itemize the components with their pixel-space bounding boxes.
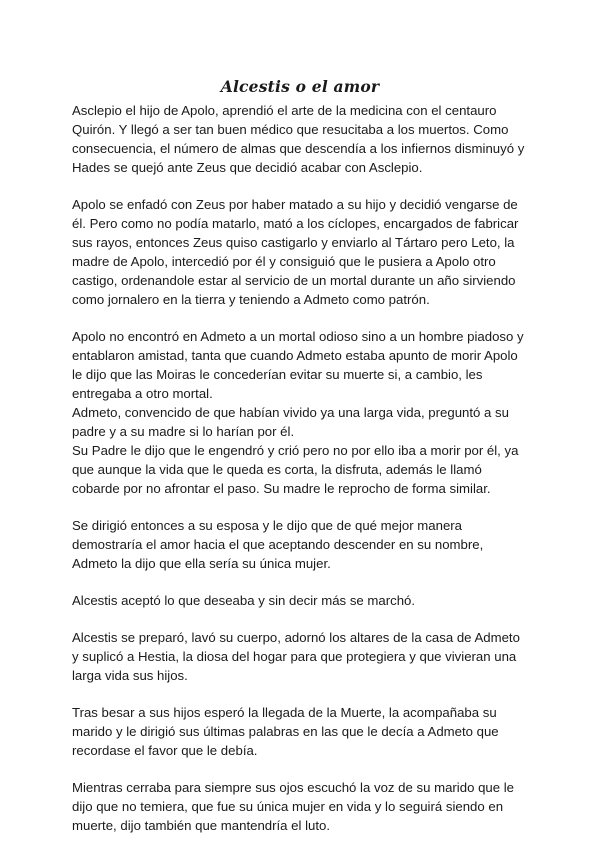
paragraph-6 (72, 628, 528, 685)
paragraph-8 (72, 778, 528, 835)
text-line: Alcestis se preparó, lavó su cuerpo, adornó los altares de la casa de Admeto (72, 630, 520, 645)
text-line: Mientras cerraba para siempre sus ojos escuchó la voz de su marido que le (72, 780, 515, 795)
paragraph-4 (72, 516, 528, 573)
text-line: Hades se quejó ante Zeus que decidió acabar con Asclepio. (72, 160, 423, 175)
text-line: entablaron amistad, tanta que cuando Admeto estaba apunto de morir Apolo (72, 348, 518, 363)
text-line: él. Pero como no podía matarlo, mató a los cíclopes, encargados de fabricar (72, 216, 519, 231)
text-line: Admeto, convencido de que habían vivido ya una larga vida, preguntó a su (72, 405, 509, 420)
text-line: recordase el favor que le debía. (72, 743, 258, 758)
text-line: Asclepio el hijo de Apolo, aprendió el arte de la medicina con el centauro (72, 103, 497, 118)
text-line: marido y le dirigió sus últimas palabras en las que le decía a Admeto que (72, 724, 499, 739)
text-line: castigo, ordenandole estar al servicio de un mortal durante un año sirviendo (72, 273, 516, 288)
text-line: demostraría el amor hacia el que aceptando descender en su nombre, (72, 537, 484, 552)
text-line: Quirón. Y llegó a ser tan buen médico que resucitaba a los muertos. Como (72, 122, 509, 137)
text-line: y suplicó a Hestia, la diosa del hogar para que protegiera y que vivieran una (72, 649, 517, 664)
text-line: Apolo se enfadó con Zeus por haber matado a su hijo y decidió vengarse de (72, 197, 518, 212)
text-line: como jornalero en la tierra y teniendo a Admeto como patrón. (72, 292, 430, 307)
paragraph-1 (72, 101, 528, 177)
paragraph-5 (72, 591, 528, 610)
text-line: consecuencia, el número de almas que descendía a los infiernos disminuyó y (72, 141, 525, 156)
text-line: dijo que no temiera, que fue su única mujer en vida y lo seguirá siendo en (72, 799, 504, 814)
text-line: muerte, dijo también que mantendría el luto. (72, 818, 331, 833)
text-line: Se dirigió entonces a su esposa y le dijo que de qué mejor manera (72, 518, 463, 533)
paragraph-2 (72, 195, 528, 309)
text-line: que aunque la vida que le queda es corta, la disfruta, además le llamó (72, 462, 482, 477)
text-line: sus rayos, entonces Zeus quiso castigarlo y enviarlo al Tártaro pero Leto, la (72, 235, 515, 250)
paragraph-3 (72, 327, 528, 498)
text-line: Admeto la dijo que ella sería su única mujer. (72, 556, 331, 571)
text-line: padre y a su madre si lo harían por él. (72, 424, 295, 439)
text-line: Apolo no encontró en Admeto a un mortal odioso sino a un hombre piadoso y (72, 329, 524, 344)
document-title: Alcestis o el amor (220, 77, 380, 96)
text-line: Tras besar a sus hijos esperó la llegada de la Muerte, la acompañaba su (72, 705, 497, 720)
text-line: madre de Apolo, intercedió por él y consiguió que le pusiera a Apolo otro (72, 254, 496, 269)
text-line: le dijo que las Moiras le concederían evitar su muerte si, a cambio, les (72, 367, 483, 382)
text-line: larga vida sus hijos. (72, 668, 188, 683)
paragraph-7 (72, 703, 528, 760)
text-line: Alcestis aceptó lo que deseaba y sin decir más se marchó. (72, 593, 416, 608)
text-line: cobarde por no afrontar el paso. Su madre le reprocho de forma similar. (72, 481, 491, 496)
text-line: Su Padre le dijo que le engendró y crió pero no por ello iba a morir por él, ya (72, 443, 519, 458)
text-line: entregaba a otro mortal. (72, 386, 213, 401)
